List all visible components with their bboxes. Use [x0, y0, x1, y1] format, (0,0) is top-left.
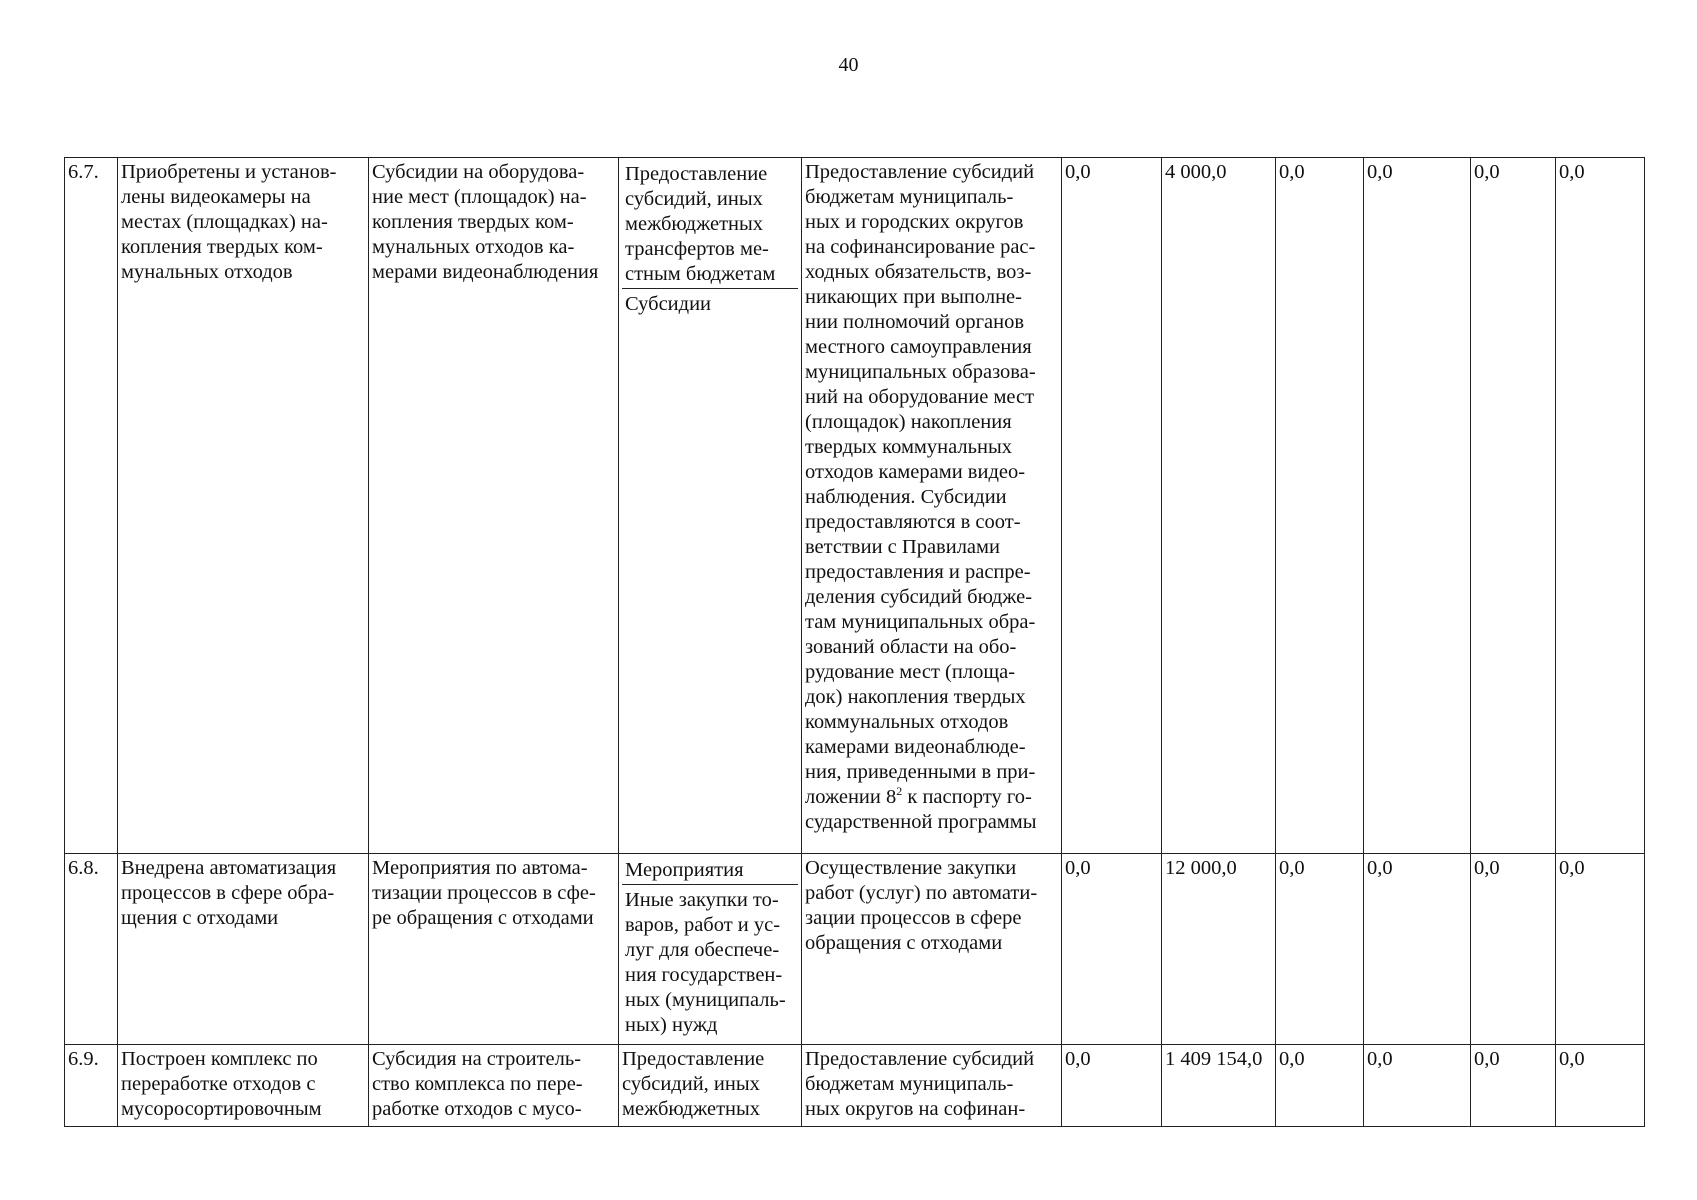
description-cell: Осуществление закупки работ (услуг) по автомати- зации процессов в сфере обращения с отходами	[802, 854, 1062, 1045]
description-text: Предоставление субсидий бюджетам муниципаль- ных и городских округов на софинансирование рас- ходных обязательств, воз- никающих при выполне- нии полномочий органов местного самоуправления муниципальных образова- ний на оборудование мест (площадок) накопления твердых коммунальных отходов камерами видео- наблюдения. Субсидии предоставляются в соот- ветствии с Правилами предоставления и распре- деления субсидий бюдже- там муниципальных обра- зований области на обо- рудование мест (площа- док) накопления твердых коммунальных отходов камерами видеонаблюде- ния, приведенными в при- ложении 8	[805, 161, 1036, 808]
value-cell: 0,0	[1471, 854, 1556, 1045]
value-cell: 0,0	[1276, 1045, 1364, 1127]
value-cell: 0,0	[1062, 158, 1162, 854]
value-cell: 0,0	[1556, 854, 1645, 1045]
expense-kind-top: Предоставление субсидий, иных межбюджетных трансфертов ме- стным бюджетам	[622, 160, 798, 289]
value-cell: 0,0	[1364, 158, 1471, 854]
value-cell: 0,0	[1364, 1045, 1471, 1127]
expense-kind-bottom: Иные закупки то- варов, работ и ус- луг для обеспече- ния государствен- ных (муниципаль- ных) нужд	[625, 889, 786, 1036]
expense-kind-bottom: Субсидии	[625, 293, 712, 315]
measure-cell: Мероприятия по автома- тизации процессов в сфе- ре обращения с отходами	[369, 854, 619, 1045]
expense-kind-cell	[619, 854, 802, 1045]
value-cell: 0,0	[1276, 158, 1364, 854]
description-cell: Предоставление субсидий бюджетам муниципаль- ных округов на софинан-	[802, 1045, 1062, 1127]
value-cell: 12 000,0	[1162, 854, 1276, 1045]
description-text-tail: к паспорту го- сударственной программы	[805, 786, 1037, 833]
measure-cell: Субсидия на строитель- ство комплекса по пере- работке отходов с мусо-	[369, 1045, 619, 1127]
value-cell: 0,0	[1471, 158, 1556, 854]
value-cell: 0,0	[1556, 158, 1645, 854]
table-row	[65, 1045, 1645, 1127]
value-cell: 0,0	[1471, 1045, 1556, 1127]
value-cell: 0,0	[1556, 1045, 1645, 1127]
value-cell: 0,0	[1276, 854, 1364, 1045]
expense-kind-top: Мероприятия	[622, 856, 798, 885]
measure-cell: Субсидии на оборудова- ние мест (площадок) на- копления твердых ком- мунальных отходов ка- мерами видеонаблюдения	[369, 158, 619, 854]
expense-kind-cell: Предоставление субсидий, иных межбюджетных	[619, 1045, 802, 1127]
description-cell	[802, 158, 1062, 854]
program-activities-table	[64, 157, 1645, 1127]
value-cell: 0,0	[1364, 854, 1471, 1045]
result-cell: Построен комплекс по переработке отходов с мусоросортировочным	[118, 1045, 369, 1127]
result-cell: Внедрена автоматизация процессов в сфере обра- щения с отходами	[118, 854, 369, 1045]
value-cell: 4 000,0	[1162, 158, 1276, 854]
description-superscript: 2	[896, 784, 903, 799]
row-number: 6.9.	[65, 1045, 118, 1127]
result-cell: Приобретены и установ- лены видеокамеры на местах (площадках) на- копления твердых ком- мунальных отходов	[118, 158, 369, 854]
page-number: 40	[838, 54, 859, 76]
table-row	[65, 854, 1645, 1045]
table-row	[65, 158, 1645, 854]
value-cell: 0,0	[1062, 854, 1162, 1045]
value-cell: 0,0	[1062, 1045, 1162, 1127]
value-cell: 1 409 154,0	[1162, 1045, 1276, 1127]
row-number: 6.8.	[65, 854, 118, 1045]
row-number: 6.7.	[65, 158, 118, 854]
expense-kind-cell	[619, 158, 802, 854]
